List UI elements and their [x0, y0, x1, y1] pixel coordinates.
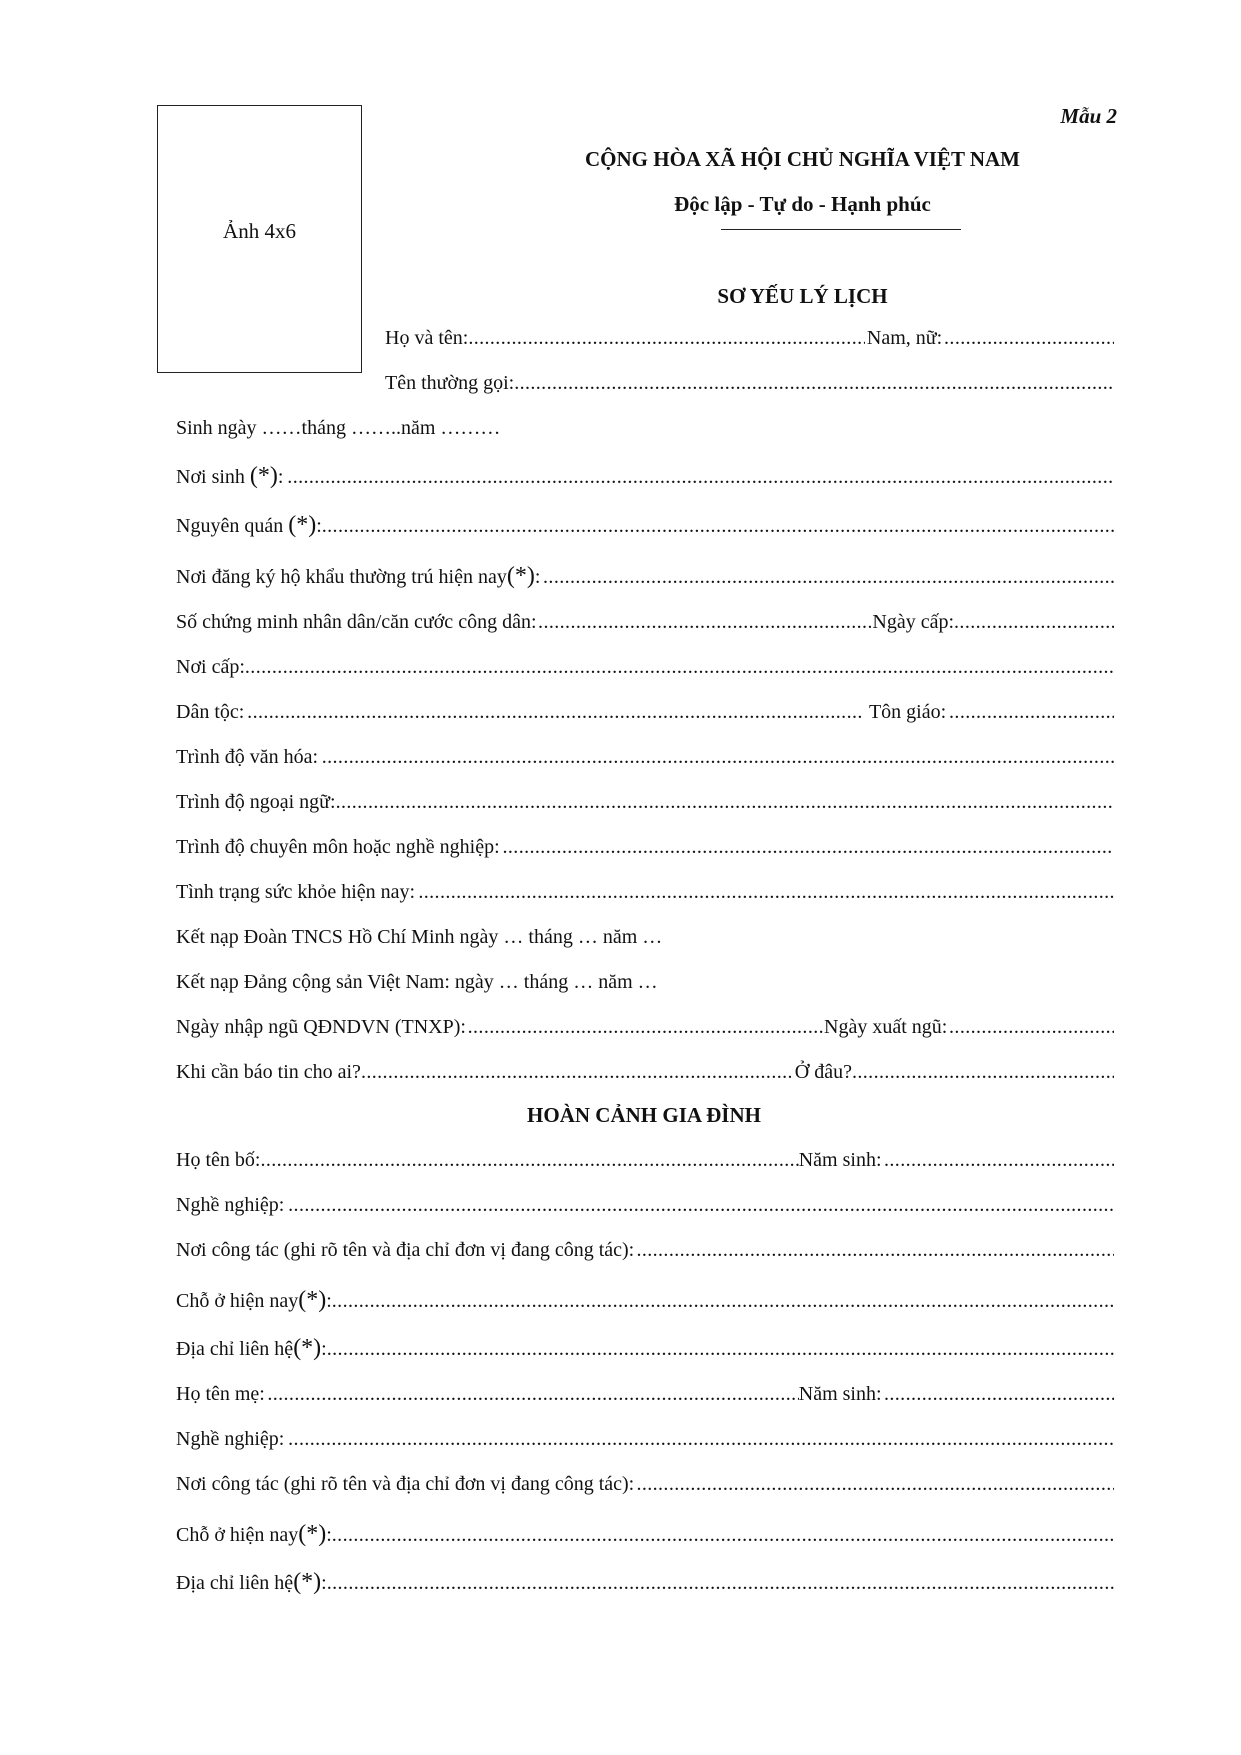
label-health: Tình trạng sức khỏe hiện nay: — [176, 881, 416, 903]
label-full-name: Họ và tên: — [385, 327, 469, 349]
fill-common-name[interactable] — [514, 372, 1114, 395]
fill-id-number[interactable] — [538, 611, 871, 634]
fill-health[interactable] — [418, 881, 1114, 904]
label-birthplace: Nơi sinh — [176, 466, 250, 488]
nation-heading: CỘNG HÒA XÃ HỘI CHỦ NGHĨA VIỆT NAM — [584, 147, 1021, 171]
label-youth-union[interactable]: Kết nạp Đoàn TNCS Hồ Chí Minh ngày … tháng … năm … — [176, 926, 663, 948]
field-party — [176, 971, 1114, 994]
required-mark: (*) — [506, 563, 535, 589]
label-mother-occupation: Nghề nghiệp: — [176, 1428, 285, 1450]
field-permanent-residence: Nơi đăng ký hộ khẩu thường trú hiện nay (*) : ..... — [176, 563, 1114, 590]
field-father-contact: Địa chỉ liên hệ (*) : ..... — [176, 1335, 1114, 1362]
required-mark: (*) — [293, 1569, 322, 1595]
photo-placeholder — [157, 105, 362, 373]
required-mark: (*) — [298, 1287, 327, 1313]
field-profession — [176, 836, 1114, 859]
label-education: Trình độ văn hóa: — [176, 746, 319, 768]
required-mark: (*) — [288, 512, 317, 538]
field-ethnicity — [176, 701, 1114, 724]
label-mother-workplace: Nơi công tác (ghi rõ tên và địa chỉ đơn vị đang công tác): — [176, 1473, 635, 1495]
fill-hometown[interactable] — [322, 515, 1114, 538]
label-religion: Tôn giáo: — [868, 701, 947, 723]
label-common-name: Tên thường gọi: — [385, 372, 515, 394]
label-where: Ở đâu? — [794, 1061, 852, 1083]
fill-full-name[interactable] — [468, 327, 865, 350]
field-education — [176, 746, 1114, 769]
fill-where[interactable] — [852, 1061, 1114, 1084]
field-issue-place — [176, 656, 1114, 679]
fill-permanent-residence[interactable] — [543, 566, 1114, 589]
field-father-workplace — [176, 1239, 1114, 1262]
fill-mother-workplace[interactable] — [636, 1473, 1114, 1496]
label-enlistment: Ngày nhập ngũ QĐNDVN (TNXP): — [176, 1016, 466, 1038]
fill-father-occupation[interactable] — [288, 1194, 1114, 1217]
photo-label: Ảnh 4x6 — [223, 219, 296, 243]
fill-father-name[interactable] — [260, 1149, 798, 1172]
field-father-name — [176, 1149, 1114, 1172]
fill-ethnicity[interactable] — [247, 701, 863, 724]
field-mother-workplace — [176, 1473, 1114, 1496]
fill-mother-residence[interactable] — [332, 1524, 1114, 1547]
motto-underline — [721, 229, 961, 230]
fill-enlistment[interactable] — [468, 1016, 824, 1039]
field-mother-contact: Địa chỉ liên hệ (*) : ..... — [176, 1569, 1114, 1596]
fill-mother-contact[interactable] — [327, 1572, 1114, 1595]
field-father-occupation — [176, 1194, 1114, 1217]
label-profession: Trình độ chuyên môn hoặc nghề nghiệp: — [176, 836, 500, 858]
field-mother-occupation — [176, 1428, 1114, 1451]
field-health — [176, 881, 1114, 904]
label-mother-name: Họ tên mẹ: — [176, 1383, 265, 1405]
label-foreign-language: Trình độ ngoại ngữ: — [176, 791, 336, 813]
label-father-occupation: Nghề nghiệp: — [176, 1194, 285, 1216]
field-youth-union — [176, 926, 1114, 949]
fill-issue-date[interactable] — [954, 611, 1114, 634]
field-common-name — [385, 372, 1114, 395]
form-code: Mẫu 2 — [1060, 104, 1117, 128]
label-gender: Nam, nữ: — [866, 327, 943, 349]
label-id-number: Số chứng minh nhân dân/căn cước công dân: — [176, 611, 537, 633]
required-mark: (*) — [249, 463, 278, 489]
fill-father-residence[interactable] — [332, 1290, 1114, 1313]
label-mother-residence: Chỗ ở hiện nay — [176, 1524, 299, 1546]
fill-issue-place[interactable] — [245, 656, 1114, 679]
label-issue-date: Ngày cấp: — [872, 611, 955, 633]
document-title: SƠ YẾU LÝ LỊCH — [717, 284, 888, 308]
field-enlistment — [176, 1016, 1114, 1039]
label-father-birth-year: Năm sinh: — [798, 1149, 882, 1171]
fill-gender[interactable] — [944, 327, 1114, 350]
label-emergency-contact: Khi cần báo tin cho ai? — [176, 1061, 361, 1083]
field-foreign-language — [176, 791, 1114, 814]
fill-education[interactable] — [322, 746, 1114, 769]
label-father-workplace: Nơi công tác (ghi rõ tên và địa chỉ đơn vị đang công tác): — [176, 1239, 635, 1261]
field-hometown: Nguyên quán (*) : ..... — [176, 512, 1114, 539]
fill-mother-occupation[interactable] — [288, 1428, 1114, 1451]
fill-mother-birth-year[interactable] — [884, 1383, 1114, 1406]
label-hometown: Nguyên quán — [176, 515, 289, 537]
fill-father-birth-year[interactable] — [884, 1149, 1114, 1172]
motto-heading: Độc lập - Tự do - Hạnh phúc — [674, 192, 931, 216]
fill-foreign-language[interactable] — [336, 791, 1114, 814]
label-party[interactable]: Kết nạp Đảng cộng sản Việt Nam: ngày … tháng … năm … — [176, 971, 658, 993]
family-section-title: HOÀN CẢNH GIA ĐÌNH — [527, 1103, 761, 1127]
label-mother-contact: Địa chỉ liên hệ — [176, 1572, 294, 1594]
label-father-residence: Chỗ ở hiện nay — [176, 1290, 299, 1312]
label-birth-date[interactable]: Sinh ngày ……tháng ……..năm ……… — [176, 417, 501, 439]
label-ethnicity: Dân tộc: — [176, 701, 245, 723]
label-father-contact: Địa chỉ liên hệ — [176, 1338, 294, 1360]
label-mother-birth-year: Năm sinh: — [798, 1383, 882, 1405]
fill-father-contact[interactable] — [327, 1338, 1114, 1361]
field-birth-date — [176, 417, 1114, 440]
field-full-name — [385, 327, 1114, 350]
fill-birthplace[interactable] — [287, 466, 1114, 489]
label-permanent-residence: Nơi đăng ký hộ khẩu thường trú hiện nay — [176, 566, 507, 588]
field-mother-residence: Chỗ ở hiện nay (*) : ..... — [176, 1521, 1114, 1548]
field-father-residence: Chỗ ở hiện nay (*) : ..... — [176, 1287, 1114, 1314]
required-mark: (*) — [293, 1335, 322, 1361]
field-birthplace: Nơi sinh (*) : ..... — [176, 463, 1114, 490]
label-discharge: Ngày xuất ngũ: — [824, 1016, 948, 1038]
field-emergency-contact — [176, 1061, 1114, 1084]
fill-father-workplace[interactable] — [636, 1239, 1114, 1262]
fill-discharge[interactable] — [949, 1016, 1114, 1039]
fill-profession[interactable] — [503, 836, 1115, 859]
fill-mother-name[interactable] — [267, 1383, 798, 1406]
field-mother-name — [176, 1383, 1114, 1406]
fill-emergency-contact[interactable] — [361, 1061, 791, 1084]
fill-religion[interactable] — [949, 701, 1114, 724]
required-mark: (*) — [298, 1521, 327, 1547]
label-father-name: Họ tên bố: — [176, 1149, 261, 1171]
field-id-number — [176, 611, 1114, 634]
label-issue-place: Nơi cấp: — [176, 656, 245, 678]
